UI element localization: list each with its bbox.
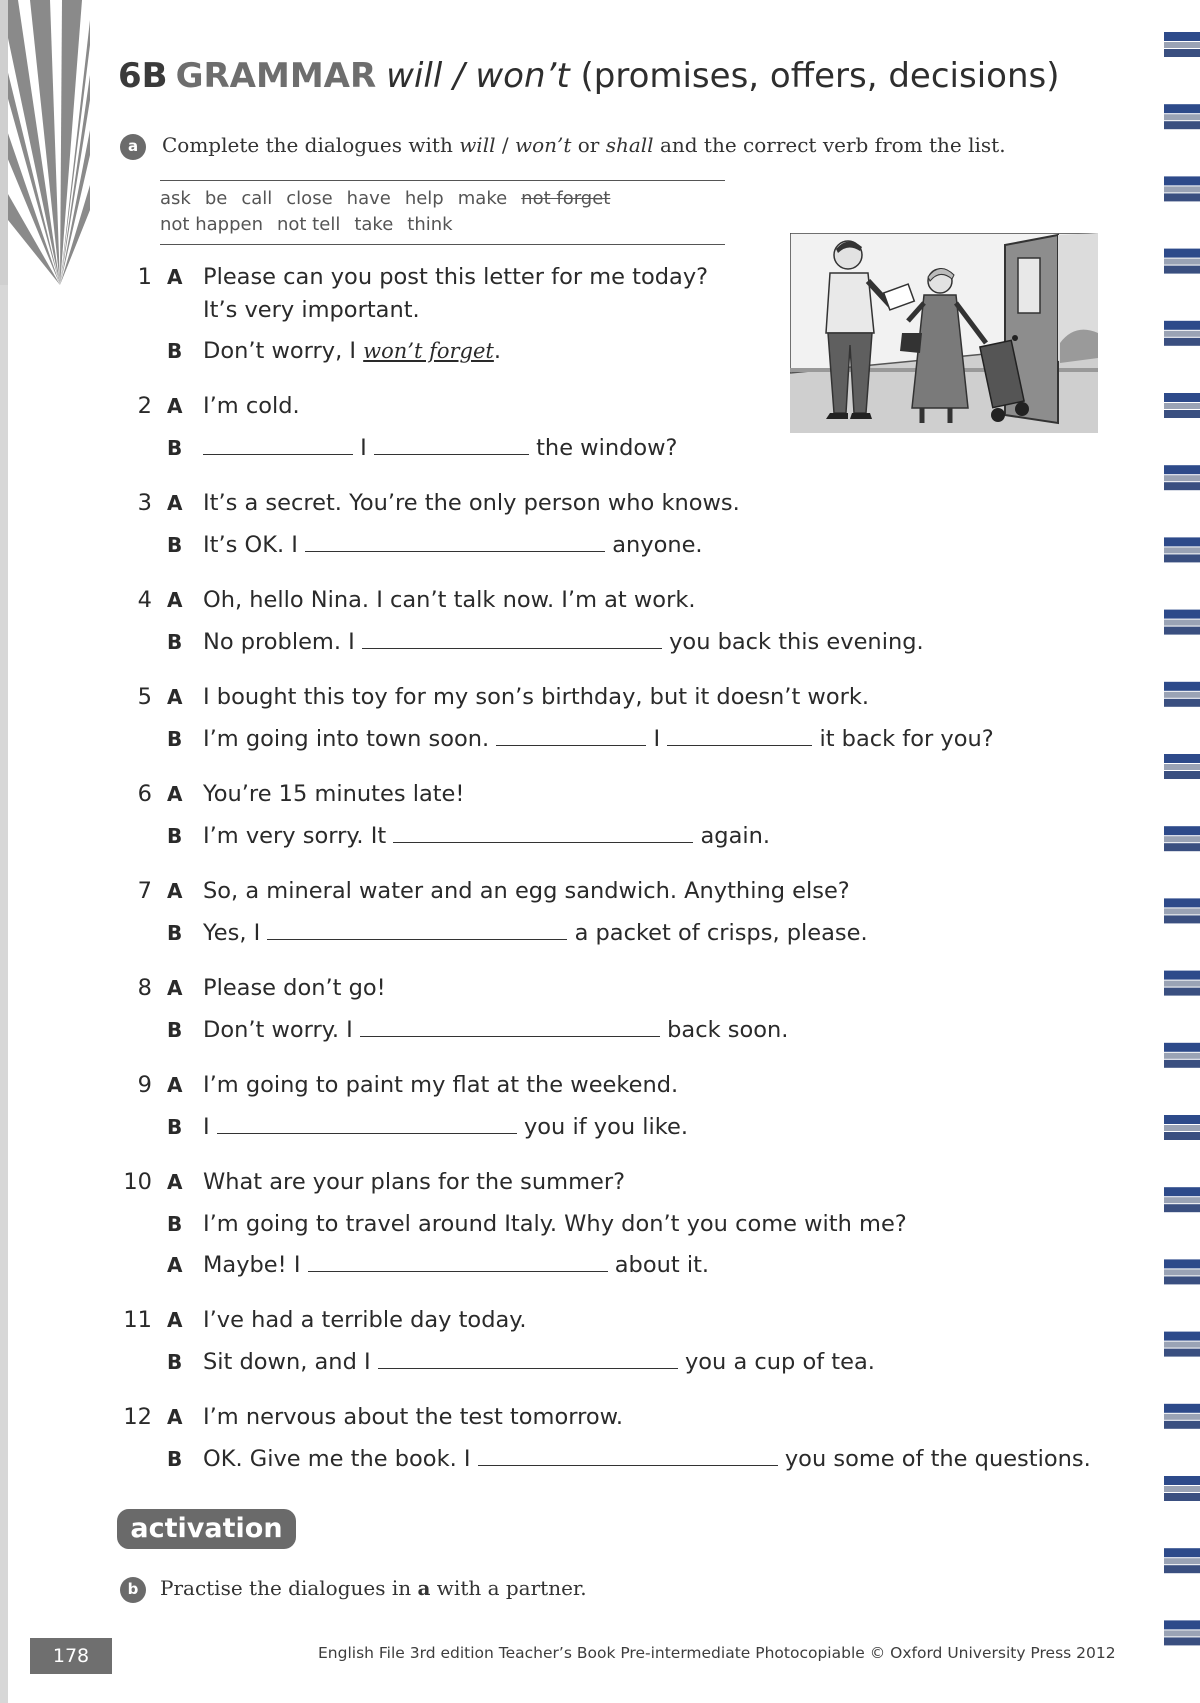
word-list-item: be	[204, 188, 228, 209]
line-text-after: about it.	[614, 1252, 710, 1278]
dialogue-number: 10	[123, 1169, 152, 1195]
line-text: Sit down, and I	[203, 1349, 371, 1375]
answer-blank	[267, 919, 567, 940]
answer-blank	[203, 434, 353, 455]
page-title	[118, 56, 1059, 96]
word-list-item: help	[404, 188, 444, 209]
dialogue-line	[203, 779, 464, 809]
exercise-a-badge: a	[120, 134, 146, 160]
dialogue-line	[203, 1305, 527, 1335]
speaker-label: B	[167, 921, 183, 945]
speaker-label: B	[167, 436, 183, 460]
dialogue-number: 3	[137, 490, 152, 516]
man-handing-letter-to-woman-illustration	[790, 233, 1098, 433]
line-text: Oh, hello Nina. I can’t talk now. I’m at work.	[203, 587, 696, 613]
dialogue-line	[203, 682, 869, 712]
speaker-label: A	[167, 265, 183, 289]
line-text: Don’t worry, I	[203, 338, 364, 364]
line-text: I’m very sorry. It	[203, 823, 387, 849]
dialogue-line	[203, 876, 850, 906]
word-list-item: not tell	[276, 214, 341, 235]
answer-blank	[360, 1016, 660, 1037]
section-keyword: GRAMMAR	[175, 56, 377, 96]
line-text-middle: I	[653, 726, 661, 752]
line-text-after: anyone.	[612, 532, 703, 558]
speaker-label: B	[167, 339, 183, 363]
line-text: It’s a secret. You’re the only person who knows.	[203, 490, 740, 516]
dialogue-line	[203, 1167, 625, 1197]
word-list-item: think	[407, 214, 453, 235]
dialogue-line	[203, 1112, 688, 1142]
speaker-label: A	[167, 1405, 183, 1429]
dialogue-number: 6	[137, 781, 152, 807]
dialogue-line	[203, 1402, 623, 1432]
dialogue-line	[203, 336, 501, 366]
dialogue-line	[203, 821, 770, 851]
line-text: I	[203, 1114, 210, 1140]
dialogue-line	[203, 585, 696, 615]
dialogue-line	[203, 391, 300, 421]
word-list-item: ask	[160, 188, 191, 209]
speaker-label: B	[167, 1018, 183, 1042]
dialogue-number: 11	[123, 1307, 152, 1333]
footer-credit: English File 3rd edition Teacher’s Book Pre-intermediate Photocopiable © Oxford University Press 2012	[318, 1644, 1116, 1662]
speaker-label: A	[167, 491, 183, 515]
speaker-label: A	[167, 782, 183, 806]
word-list-item: not forget	[521, 188, 611, 209]
speaker-label: B	[167, 824, 183, 848]
dialogue-number: 1	[137, 264, 152, 290]
dialogue-line	[203, 627, 924, 657]
speaker-label: B	[167, 533, 183, 557]
instruction-will: will	[459, 133, 496, 157]
dialogue-line	[203, 724, 994, 754]
exercise-a-instruction	[162, 133, 1006, 157]
line-text: I’m going to travel around Italy. Why don’t you come with me?	[203, 1211, 907, 1237]
line-text: I’ve had a terrible day today.	[203, 1307, 527, 1333]
line-text: I’m going into town soon.	[203, 726, 490, 752]
title-topic	[386, 56, 1059, 96]
spiral-binding-icon	[1150, 0, 1200, 1703]
line-text-after: again.	[700, 823, 771, 849]
dialogue-line	[203, 1444, 1091, 1474]
speaker-label: A	[167, 1308, 183, 1332]
line-text: I’m going to paint my flat at the weekend.	[203, 1072, 679, 1098]
speaker-label: A	[167, 1073, 183, 1097]
dialogue-number: 7	[137, 878, 152, 904]
dialogue-line	[203, 1347, 875, 1377]
dialogue-line	[203, 530, 703, 560]
line-text-after: .	[493, 338, 502, 364]
dialogue-number: 12	[123, 1404, 152, 1430]
dialogue-line	[203, 1250, 709, 1280]
dialogue-number: 4	[137, 587, 152, 613]
topic-rest: (promises, offers, decisions)	[580, 56, 1060, 96]
example-answer: won’t forget	[363, 339, 494, 363]
answer-blank	[217, 1113, 517, 1134]
instruction-or: or	[571, 133, 606, 157]
instruction-shall: shall	[605, 133, 654, 157]
instruction-wont: won’t	[514, 133, 572, 157]
line-text: Don’t worry. I	[203, 1017, 353, 1043]
word-list-item: not happen	[160, 214, 263, 235]
word-list-item: make	[457, 188, 508, 209]
speaker-label: B	[167, 1212, 183, 1236]
speaker-label: A	[167, 394, 183, 418]
dialogue-line	[203, 433, 678, 463]
word-list-item: take	[354, 214, 394, 235]
line-text-after: the window?	[536, 435, 678, 461]
answer-blank	[362, 628, 662, 649]
word-list-row-2	[160, 214, 467, 235]
instruction-b-text: Practise the dialogues in	[160, 1576, 418, 1600]
word-list-item: have	[346, 188, 391, 209]
line-text-after: you a cup of tea.	[684, 1349, 875, 1375]
instruction-slash: /	[495, 133, 515, 157]
dialogue-line	[203, 973, 386, 1003]
line-text: I’m nervous about the test tomorrow.	[203, 1404, 624, 1430]
speaker-label: A	[167, 1170, 183, 1194]
speaker-label: A	[167, 879, 183, 903]
answer-blank	[378, 1348, 678, 1369]
sunburst-corner-decoration-icon	[0, 0, 90, 285]
speaker-label: B	[167, 1115, 183, 1139]
line-text-after: a packet of crisps, please.	[574, 920, 868, 946]
line-text: So, a mineral water and an egg sandwich. Anything else?	[203, 878, 850, 904]
answer-blank	[667, 725, 812, 746]
speaker-label: B	[167, 727, 183, 751]
lesson-code: 6B	[118, 56, 168, 96]
dialogue-line	[203, 1015, 788, 1045]
line-text: OK. Give me the book. I	[203, 1446, 471, 1472]
answer-blank	[305, 531, 605, 552]
answer-blank	[478, 1445, 778, 1466]
line-text: What are your plans for the summer?	[203, 1169, 626, 1195]
exercise-b-instruction	[160, 1576, 587, 1600]
instruction-b-ref: a	[417, 1576, 431, 1600]
speaker-label: B	[167, 630, 183, 654]
line-text: I’m cold.	[203, 393, 300, 419]
answer-blank	[496, 725, 646, 746]
line-text: You’re 15 minutes late!	[203, 781, 465, 807]
line-text: It’s very important.	[203, 297, 420, 323]
answer-blank	[393, 822, 693, 843]
line-text-after: it back for you?	[819, 726, 994, 752]
line-text: Maybe! I	[203, 1252, 301, 1278]
speaker-label: B	[167, 1350, 183, 1374]
line-text: Please can you post this letter for me today?	[203, 264, 709, 290]
line-text-after: back soon.	[667, 1017, 789, 1043]
answer-blank	[308, 1251, 608, 1272]
dialogue-number: 8	[137, 975, 152, 1001]
dialogue-number: 2	[137, 393, 152, 419]
speaker-label: B	[167, 1447, 183, 1471]
line-text-after: you if you like.	[523, 1114, 688, 1140]
line-text: Please don’t go!	[203, 975, 386, 1001]
line-text: No problem. I	[203, 629, 355, 655]
speaker-label: A	[167, 685, 183, 709]
exercise-b-badge: b	[120, 1577, 146, 1603]
page-number: 178	[30, 1638, 112, 1674]
word-list-row-1	[160, 188, 624, 209]
dialogue-number: 5	[137, 684, 152, 710]
line-text-after: you back this evening.	[669, 629, 924, 655]
instruction-text: Complete the dialogues with	[162, 133, 460, 157]
speaker-label: A	[167, 976, 183, 1000]
line-text-after: you some of the questions.	[784, 1446, 1091, 1472]
topic-italic: will / won’t	[386, 56, 570, 96]
dialogue-line	[203, 1209, 907, 1239]
answer-blank	[374, 434, 529, 455]
instruction-end: and the correct verb from the list.	[653, 133, 1006, 157]
dialogue-line	[203, 262, 708, 292]
line-text-middle: I	[360, 435, 367, 461]
word-list-item: close	[286, 188, 333, 209]
word-list-item: call	[241, 188, 273, 209]
instruction-b-end: with a partner.	[430, 1576, 587, 1600]
line-text: It’s OK. I	[203, 532, 298, 558]
dialogue-line	[203, 295, 420, 325]
activation-banner: activation	[117, 1509, 296, 1549]
speaker-label: A	[167, 588, 183, 612]
line-text: Yes, I	[203, 920, 261, 946]
dialogue-line	[203, 918, 868, 948]
line-text: I bought this toy for my son’s birthday, but it doesn’t work.	[203, 684, 870, 710]
word-list-box	[160, 180, 725, 245]
dialogue-line	[203, 1070, 678, 1100]
dialogue-line	[203, 488, 740, 518]
speaker-label: A	[167, 1253, 183, 1277]
dialogue-number: 9	[137, 1072, 152, 1098]
